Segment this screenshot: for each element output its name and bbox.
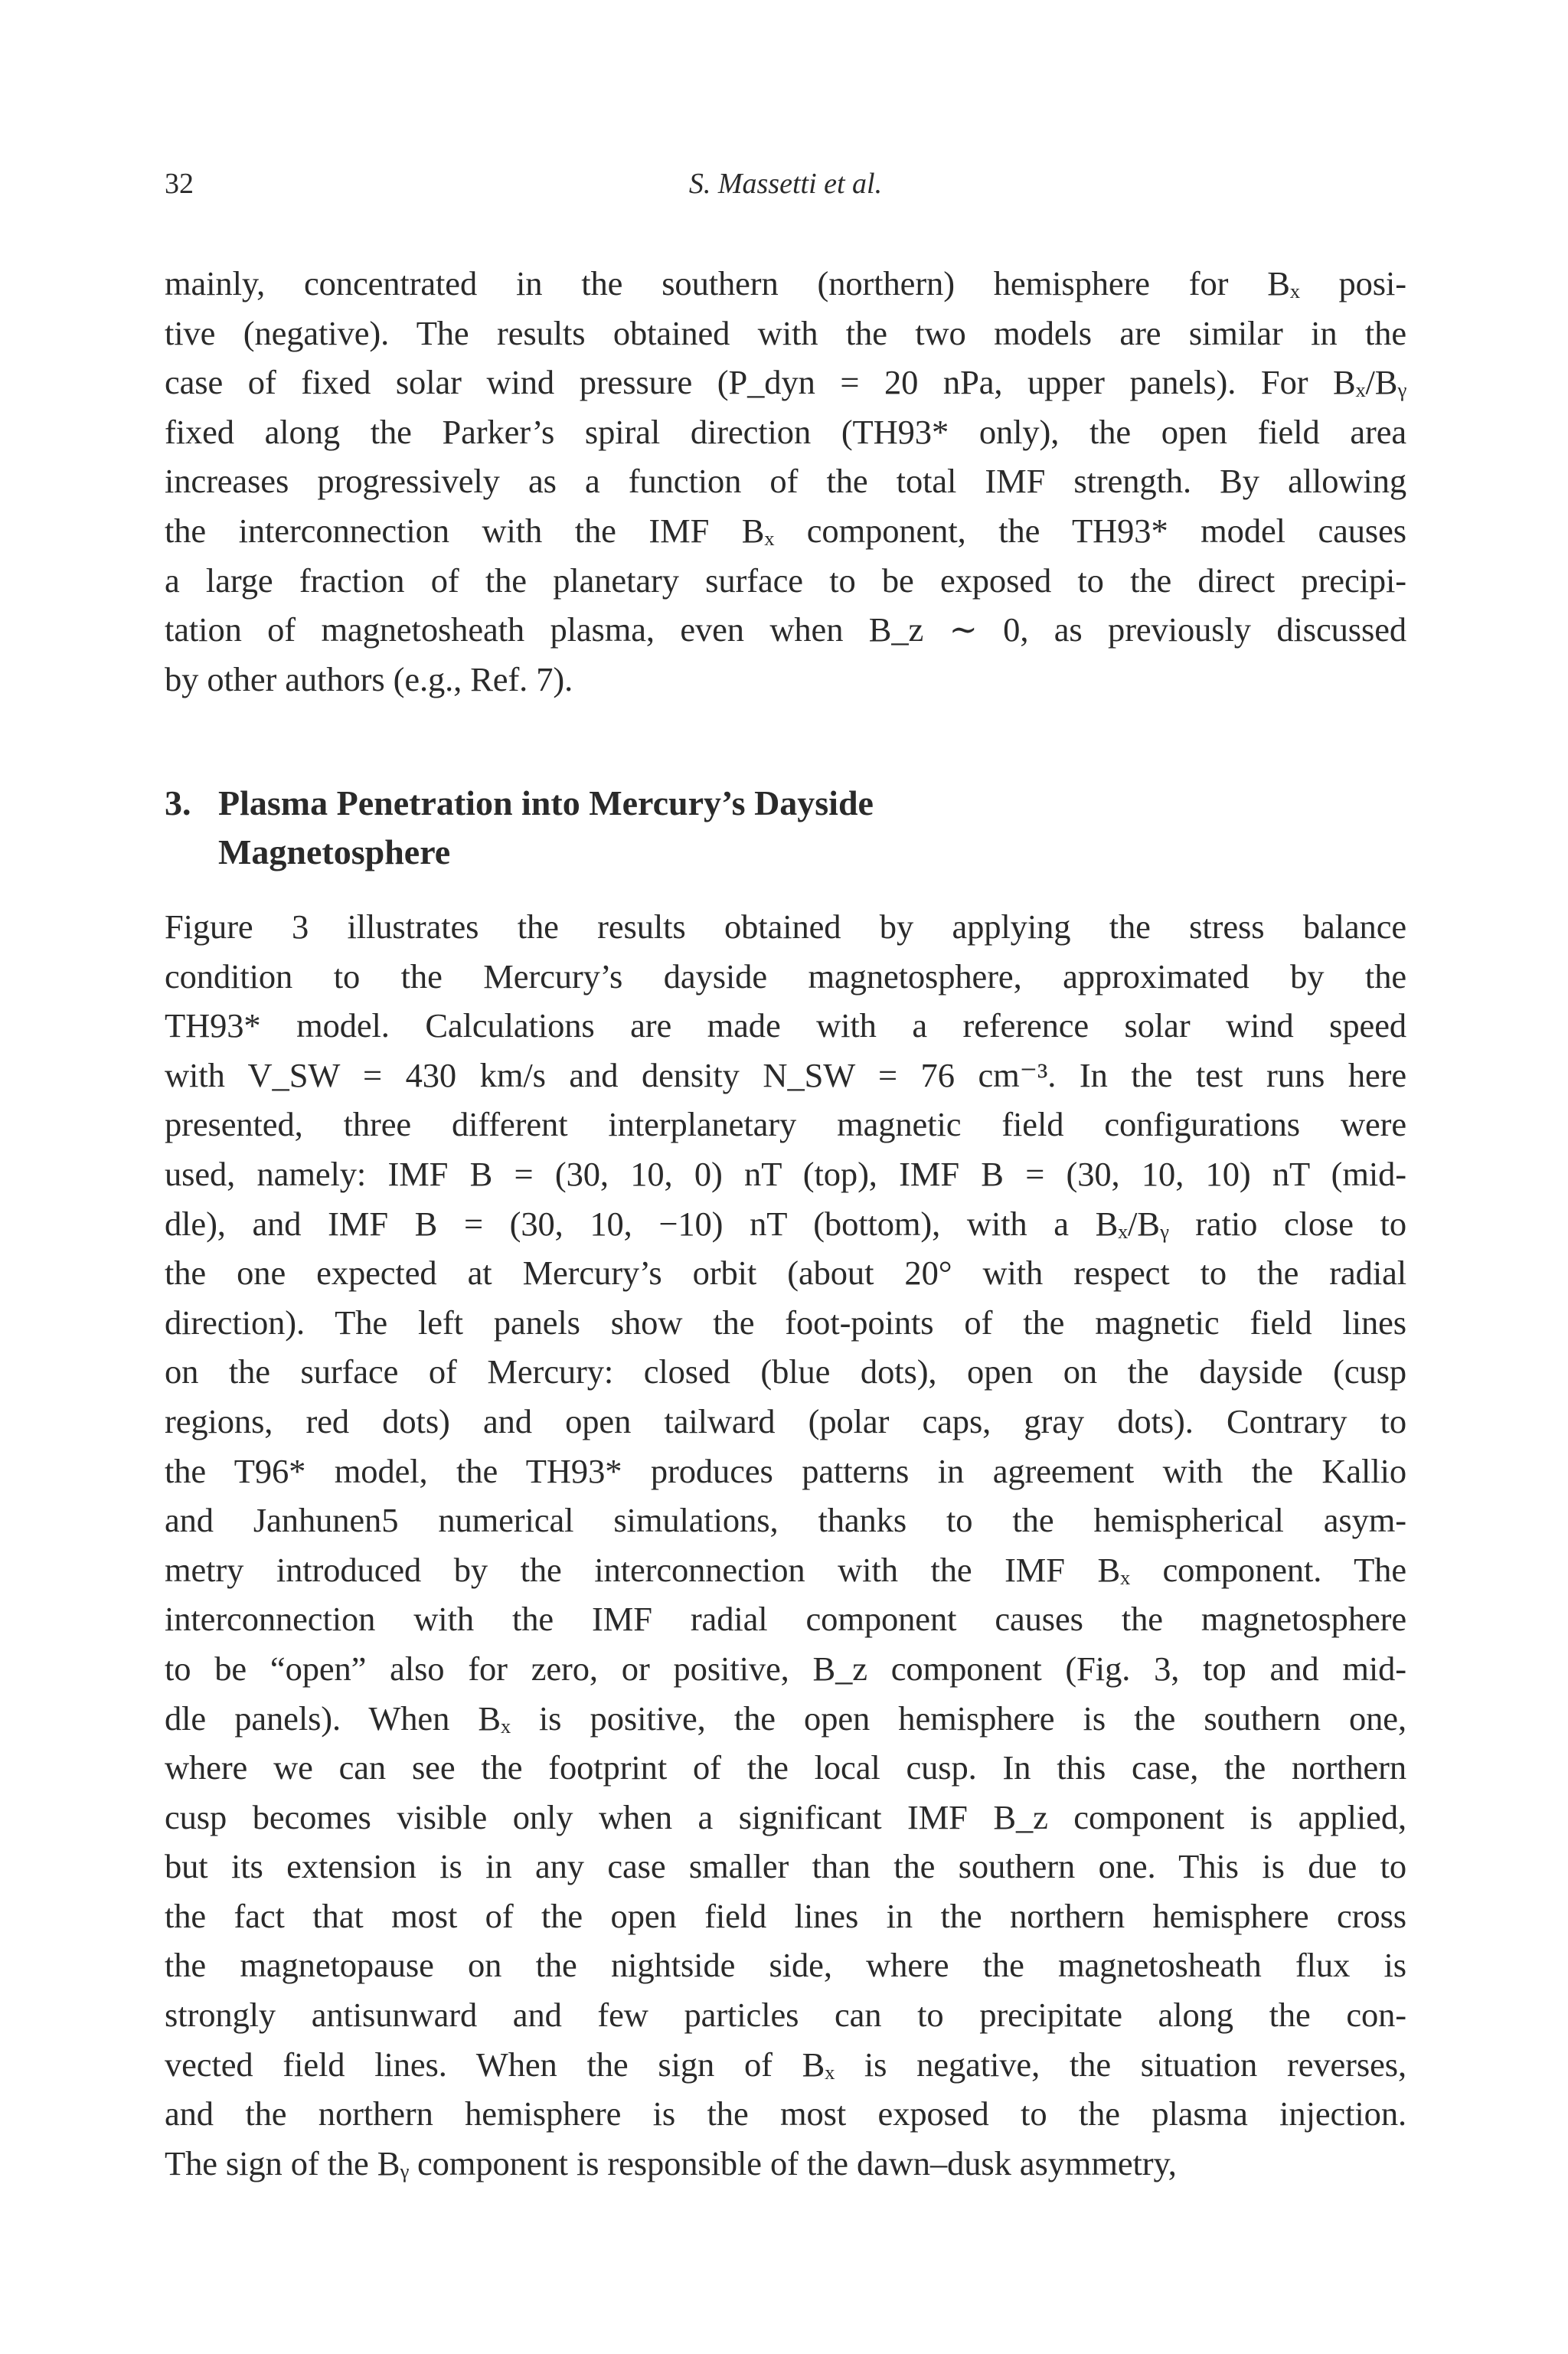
text-line: by other authors (e.g., Ref. 7). bbox=[165, 659, 573, 698]
text-line: vected field lines. When the sign of Bₓ is negative, the situation reverses, bbox=[165, 2045, 1406, 2084]
text-line: mainly, concentrated in the southern (northern) hemisphere for Bₓ posi- bbox=[165, 264, 1406, 302]
running-head: S. Massetti et al. bbox=[688, 168, 883, 200]
text-line: regions, red dots) and open tailward (polar caps, gray dots). Contrary to bbox=[165, 1401, 1406, 1440]
text-line: direction). The left panels show the foot-points of the magnetic field lines bbox=[165, 1303, 1406, 1342]
text-line: Figure 3 illustrates the results obtained by applying the stress balance bbox=[165, 907, 1406, 946]
text-line: the magnetopause on the nightside side, where the magnetosheath flux is bbox=[165, 1946, 1406, 1985]
page-header bbox=[165, 165, 1406, 211]
text-line: tive (negative). The results obtained with the two models are similar in the bbox=[165, 313, 1406, 352]
text-line: the T96* model, the TH93* produces patterns in agreement with the Kallio bbox=[165, 1451, 1406, 1490]
text-line: tation of magnetosheath plasma, even when B_z ∼ 0, as previously discussed bbox=[165, 610, 1406, 649]
paragraph-intro bbox=[165, 259, 1406, 704]
text-line: to be “open” also for zero, or positive, B_z component (Fig. 3, top and mid- bbox=[165, 1649, 1406, 1688]
text-line: condition to the Mercury’s dayside magnetosphere, approximated by the bbox=[165, 956, 1406, 996]
text-line: but its extension is in any case smaller than the southern one. This is due to bbox=[165, 1847, 1406, 1886]
section-number: 3. bbox=[165, 783, 191, 822]
text-line: increases progressively as a function of the total IMF strength. By allowing bbox=[165, 462, 1406, 501]
section-title-line-2: Magnetosphere bbox=[218, 832, 451, 871]
text-line: where we can see the footprint of the local cusp. In this case, the northern bbox=[165, 1748, 1406, 1787]
text-line: metry introduced by the interconnection with the IMF Bₓ component. The bbox=[165, 1550, 1406, 1589]
text-line: the fact that most of the open field lines in the northern hemisphere cross bbox=[165, 1896, 1406, 1935]
text-line: case of fixed solar wind pressure (P_dyn = 20 nPa, upper panels). For Bₓ/Bᵧ bbox=[165, 363, 1406, 402]
text-line: strongly antisunward and few particles can to precipitate along the con- bbox=[165, 1996, 1406, 2035]
page-number: 32 bbox=[165, 168, 194, 200]
text-line: with V_SW = 430 km/s and density N_SW = 76 cm⁻³. In the test runs here bbox=[165, 1055, 1406, 1094]
text-line: a large fraction of the planetary surface to be exposed to the direct precipi- bbox=[165, 561, 1406, 600]
text-line: cusp becomes visible only when a significant IMF B_z component is applied, bbox=[165, 1797, 1406, 1836]
text-line: presented, three different interplanetary magnetic field configurations were bbox=[165, 1105, 1406, 1144]
text-line: dle), and IMF B = (30, 10, −10) nT (bottom), with a Bₓ/Bᵧ ratio close to bbox=[165, 1204, 1406, 1243]
text-line: on the surface of Mercury: closed (blue dots), open on the dayside (cusp bbox=[165, 1352, 1406, 1391]
text-line: the interconnection with the IMF Bₓ component, the TH93* model causes bbox=[165, 511, 1406, 550]
text-line: dle panels). When Bₓ is positive, the open hemisphere is the southern one, bbox=[165, 1698, 1406, 1738]
text-line: fixed along the Parker’s spiral direction (TH93* only), the open field area bbox=[165, 412, 1406, 451]
text-line: TH93* model. Calculations are made with a reference solar wind speed bbox=[165, 1006, 1406, 1045]
text-line: used, namely: IMF B = (30, 10, 0) nT (top), IMF B = (30, 10, 10) nT (mid- bbox=[165, 1154, 1406, 1193]
text-line: and Janhunen5 numerical simulations, thanks to the hemispherical asym- bbox=[165, 1501, 1406, 1540]
section-title-line-1: Plasma Penetration into Mercury’s Dayside bbox=[218, 783, 874, 822]
text-line: the one expected at Mercury’s orbit (about 20° with respect to the radial bbox=[165, 1254, 1406, 1293]
paragraph-results bbox=[165, 902, 1406, 2188]
text-line: and the northern hemisphere is the most exposed to the plasma injection. bbox=[165, 2094, 1406, 2133]
text-line: The sign of the Bᵧ component is responsible of the dawn–dusk asymmetry, bbox=[165, 2143, 1177, 2182]
section-heading bbox=[165, 779, 1406, 877]
text-line: interconnection with the IMF radial component causes the magnetosphere bbox=[165, 1600, 1406, 1639]
